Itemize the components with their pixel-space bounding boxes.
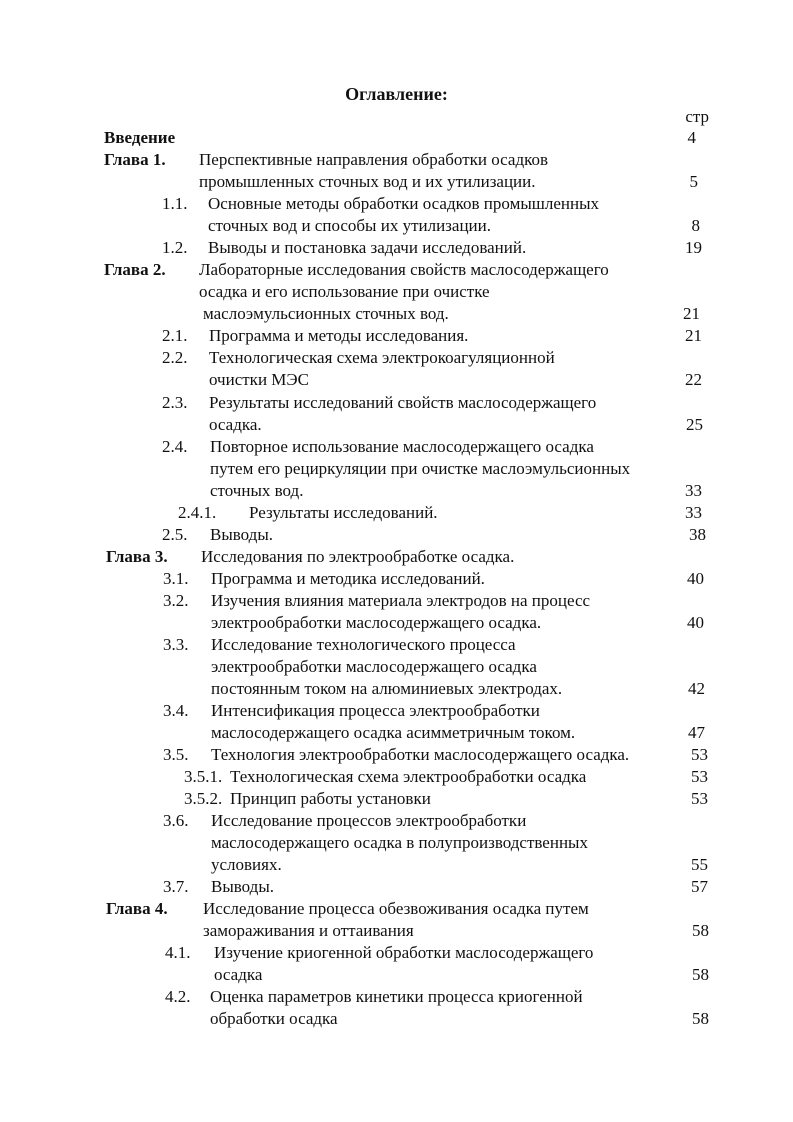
page-title: Оглавление: <box>345 84 448 104</box>
toc-s2-2-title-line: Технологическая схема электрокоагуляционной <box>209 348 555 367</box>
toc-s3-7-page: 57 <box>691 877 708 896</box>
toc-s2-5-number: 2.5. <box>162 525 188 544</box>
toc-s2-4-title-line: путем его рециркуляции при очистке маслоэмульсионных <box>210 459 631 478</box>
toc-s1-1-title-line: сточных вод и способы их утилизации. <box>208 216 491 235</box>
toc-ch1-title-line: промышленных сточных вод и их утилизации. <box>199 172 536 191</box>
toc-s3-7-number: 3.7. <box>163 877 189 896</box>
toc-s3-3-page: 42 <box>688 679 705 698</box>
toc-s1-1-page: 8 <box>691 216 700 235</box>
toc-s2-2-title-line: очистки МЭС <box>209 370 309 389</box>
toc-s2-1-number: 2.1. <box>162 326 188 345</box>
toc-s4-2-title-line: Оценка параметров кинетики процесса криогенной <box>210 987 583 1006</box>
toc-ch1-page: 5 <box>689 172 698 191</box>
toc-ch2-title-line: Лабораторные исследования свойств маслосодержащего <box>199 260 609 279</box>
toc-ch4-label: Глава 4. <box>106 899 168 918</box>
toc-s3-4-page: 47 <box>688 723 705 742</box>
toc-s1-1-number: 1.1. <box>162 194 188 213</box>
toc-s3-3-number: 3.3. <box>163 635 189 654</box>
toc-s3-3-title-line: Исследование технологического процесса <box>211 635 516 654</box>
toc-s4-2-title-line: обработки осадка <box>210 1009 338 1028</box>
toc-s4-2-page: 58 <box>692 1009 709 1028</box>
toc-s2-5-title-line: Выводы. <box>210 525 274 544</box>
toc-s2-1-page: 21 <box>685 326 702 345</box>
page-column-label: стр <box>685 107 709 126</box>
toc-s1-1-title-line: Основные методы обработки осадков промышленных <box>208 194 599 213</box>
toc-s4-2-number: 4.2. <box>165 987 191 1006</box>
toc-s3-5-2-page: 53 <box>691 789 708 808</box>
toc-s4-1-title-line: осадка <box>214 965 263 984</box>
toc-s3-1-page: 40 <box>687 569 704 588</box>
toc-s3-1-number: 3.1. <box>163 569 189 588</box>
toc-s3-3-title-line: электрообработки маслосодержащего осадка <box>211 657 537 676</box>
toc-s4-1-page: 58 <box>692 965 709 984</box>
toc-s3-4-number: 3.4. <box>163 701 189 720</box>
toc-s3-5-number: 3.5. <box>163 745 189 764</box>
toc-ch4-page: 58 <box>692 921 709 940</box>
toc-s3-2-title-line: электрообработки маслосодержащего осадка. <box>211 613 542 632</box>
toc-s2-4-title-line: Повторное использование маслосодержащего осадка <box>210 437 594 456</box>
toc-s2-5-page: 38 <box>689 525 706 544</box>
toc-s3-6-title-line: условиях. <box>211 855 282 874</box>
toc-s3-2-page: 40 <box>687 613 704 632</box>
toc-s2-3-title-line: Результаты исследований свойств маслосодержащего <box>209 393 597 412</box>
toc-s4-1-number: 4.1. <box>165 943 191 962</box>
toc-s3-7-title-line: Выводы. <box>211 877 275 896</box>
toc-s2-4-1-number: 2.4.1. <box>178 503 217 522</box>
toc-ch4-title-line: замораживания и оттаивания <box>203 921 414 940</box>
toc-ch2-title-line: осадка и его использование при очистке <box>199 282 490 301</box>
toc-s2-4-1-title-line: Результаты исследований. <box>249 503 438 522</box>
toc-s2-2-page: 22 <box>685 370 702 389</box>
toc-s4-1-title-line: Изучение криогенной обработки маслосодержащего <box>214 943 594 962</box>
toc-ch2-title-line: маслоэмульсионных сточных вод. <box>203 304 449 323</box>
toc-s1-2-title-line: Выводы и постановка задачи исследований. <box>208 238 527 257</box>
toc-s2-1-title-line: Программа и методы исследования. <box>209 326 469 345</box>
toc-ch3-title-line: Исследования по электрообработке осадка. <box>201 547 515 566</box>
toc-s2-3-page: 25 <box>686 415 703 434</box>
toc-s2-4-number: 2.4. <box>162 437 188 456</box>
toc-intro-page: 4 <box>687 128 696 147</box>
toc-s3-5-page: 53 <box>691 745 708 764</box>
toc-s2-4-title-line: сточных вод. <box>210 481 304 500</box>
toc-s2-4-1-page: 33 <box>685 503 702 522</box>
toc-intro-label: Введение <box>104 128 176 147</box>
toc-s3-5-1-number: 3.5.1. <box>184 767 223 786</box>
toc-s3-2-title-line: Изучения влияния материала электродов на процесс <box>211 591 591 610</box>
toc-s1-2-number: 1.2. <box>162 238 188 257</box>
toc-s1-2-page: 19 <box>685 238 702 257</box>
toc-s3-5-2-title-line: Принцип работы установки <box>230 789 431 808</box>
toc-s3-5-1-title-line: Технологическая схема электрообработки осадка <box>230 767 587 786</box>
toc-ch4-title-line: Исследование процесса обезвоживания осадка путем <box>203 899 589 918</box>
toc-s3-5-1-page: 53 <box>691 767 708 786</box>
toc-s3-5-2-number: 3.5.2. <box>184 789 223 808</box>
toc-s3-4-title-line: маслосодержащего осадка асимметричным током. <box>211 723 576 742</box>
toc-s3-6-title-line: Исследование процессов электрообработки <box>211 811 527 830</box>
toc-s3-2-number: 3.2. <box>163 591 189 610</box>
toc-s3-6-page: 55 <box>691 855 708 874</box>
toc-ch1-label: Глава 1. <box>104 150 166 169</box>
toc-ch2-page: 21 <box>683 304 700 323</box>
toc-s3-6-title-line: маслосодержащего осадка в полупроизводственных <box>211 833 588 852</box>
toc-s3-1-title-line: Программа и методика исследований. <box>211 569 485 588</box>
toc-ch3-label: Глава 3. <box>106 547 168 566</box>
toc-s2-3-number: 2.3. <box>162 393 188 412</box>
toc-s3-3-title-line: постоянным током на алюминиевых электродах. <box>211 679 563 698</box>
toc-ch2-label: Глава 2. <box>104 260 166 279</box>
toc-s2-3-title-line: осадка. <box>209 415 262 434</box>
toc-s3-6-number: 3.6. <box>163 811 189 830</box>
toc-s3-4-title-line: Интенсификация процесса электрообработки <box>211 701 540 720</box>
toc-s2-2-number: 2.2. <box>162 348 188 367</box>
toc-s2-4-page: 33 <box>685 481 702 500</box>
toc-ch1-title-line: Перспективные направления обработки осадков <box>199 150 549 169</box>
toc-s3-5-title-line: Технология электрообработки маслосодержащего осадка. <box>211 745 630 764</box>
